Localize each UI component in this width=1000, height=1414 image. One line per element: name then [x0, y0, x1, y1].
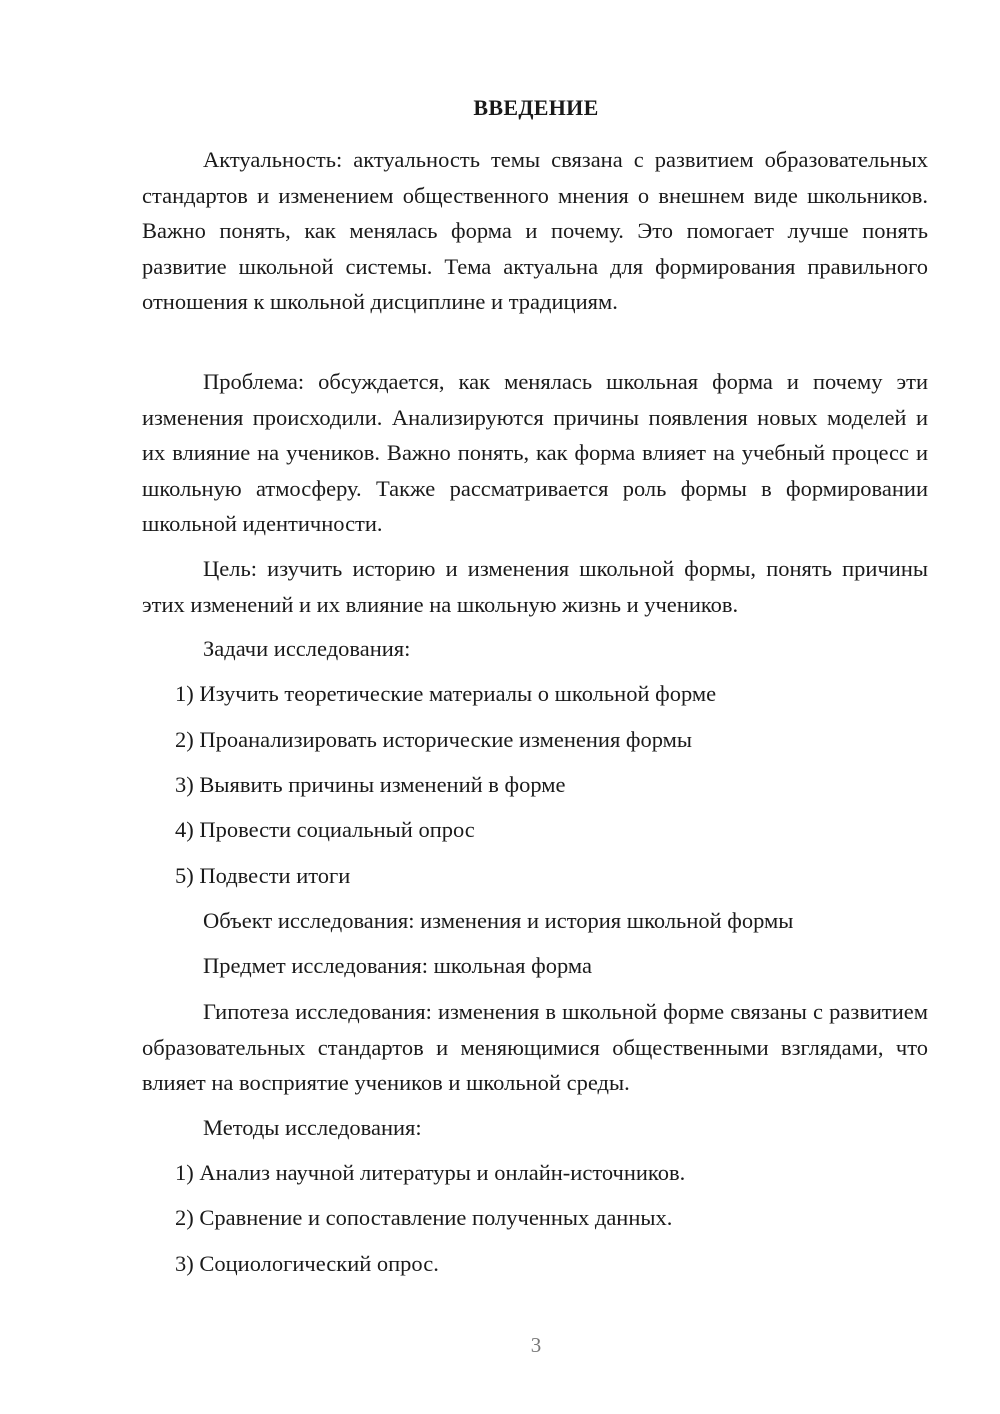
method-item: 2) Сравнение и сопоставление полученных данных. [175, 1205, 673, 1230]
page-number: 3 [530, 1333, 542, 1357]
problem-paragraph: Проблема: обсуждается, как менялась школьная форма и почему эти изменения происходили. Анализируются причины появления новых моделей и их влияние на учеников. Важно понять, как форма влияет на учебный процесс и школьную атмосферу. Также рассматривается роль формы в формировании школьной идентичности. [142, 369, 928, 536]
methods-heading: Методы исследования: [203, 1115, 422, 1140]
method-item: 3) Социологический опрос. [175, 1251, 439, 1276]
goal-paragraph: Цель: изучить историю и изменения школьной формы, понять причины этих изменений и их влияние на школьную жизнь и учеников. [142, 556, 928, 617]
page-title: ВВЕДЕНИЕ [473, 95, 599, 120]
task-item: 1) Изучить теоретические материалы о школьной форме [175, 681, 717, 706]
relevance-paragraph: Актуальность: актуальность темы связана с развитием образовательных стандартов и изменением общественного мнения о внешнем виде школьников. Важно понять, как менялась форма и почему. Это помогает лучше понять развитие школьной системы. Тема актуальна для формирования правильного отношения к школьной дисциплине и традициям. [142, 147, 928, 314]
task-item: 4) Провести социальный опрос [175, 817, 475, 842]
task-item: 5) Подвести итоги [175, 863, 351, 888]
tasks-heading: Задачи исследования: [203, 636, 411, 661]
method-item: 1) Анализ научной литературы и онлайн-источников. [175, 1160, 686, 1185]
hypothesis-paragraph: Гипотеза исследования: изменения в школьной форме связаны с развитием образовательных стандартов и меняющимися общественными взглядами, что влияет на восприятие учеников и школьной среды. [142, 999, 928, 1095]
task-item: 2) Проанализировать исторические изменения формы [175, 727, 693, 752]
research-object: Объект исследования: изменения и история школьной формы [203, 908, 794, 933]
task-item: 3) Выявить причины изменений в форме [175, 772, 566, 797]
research-subject: Предмет исследования: школьная форма [203, 953, 592, 978]
